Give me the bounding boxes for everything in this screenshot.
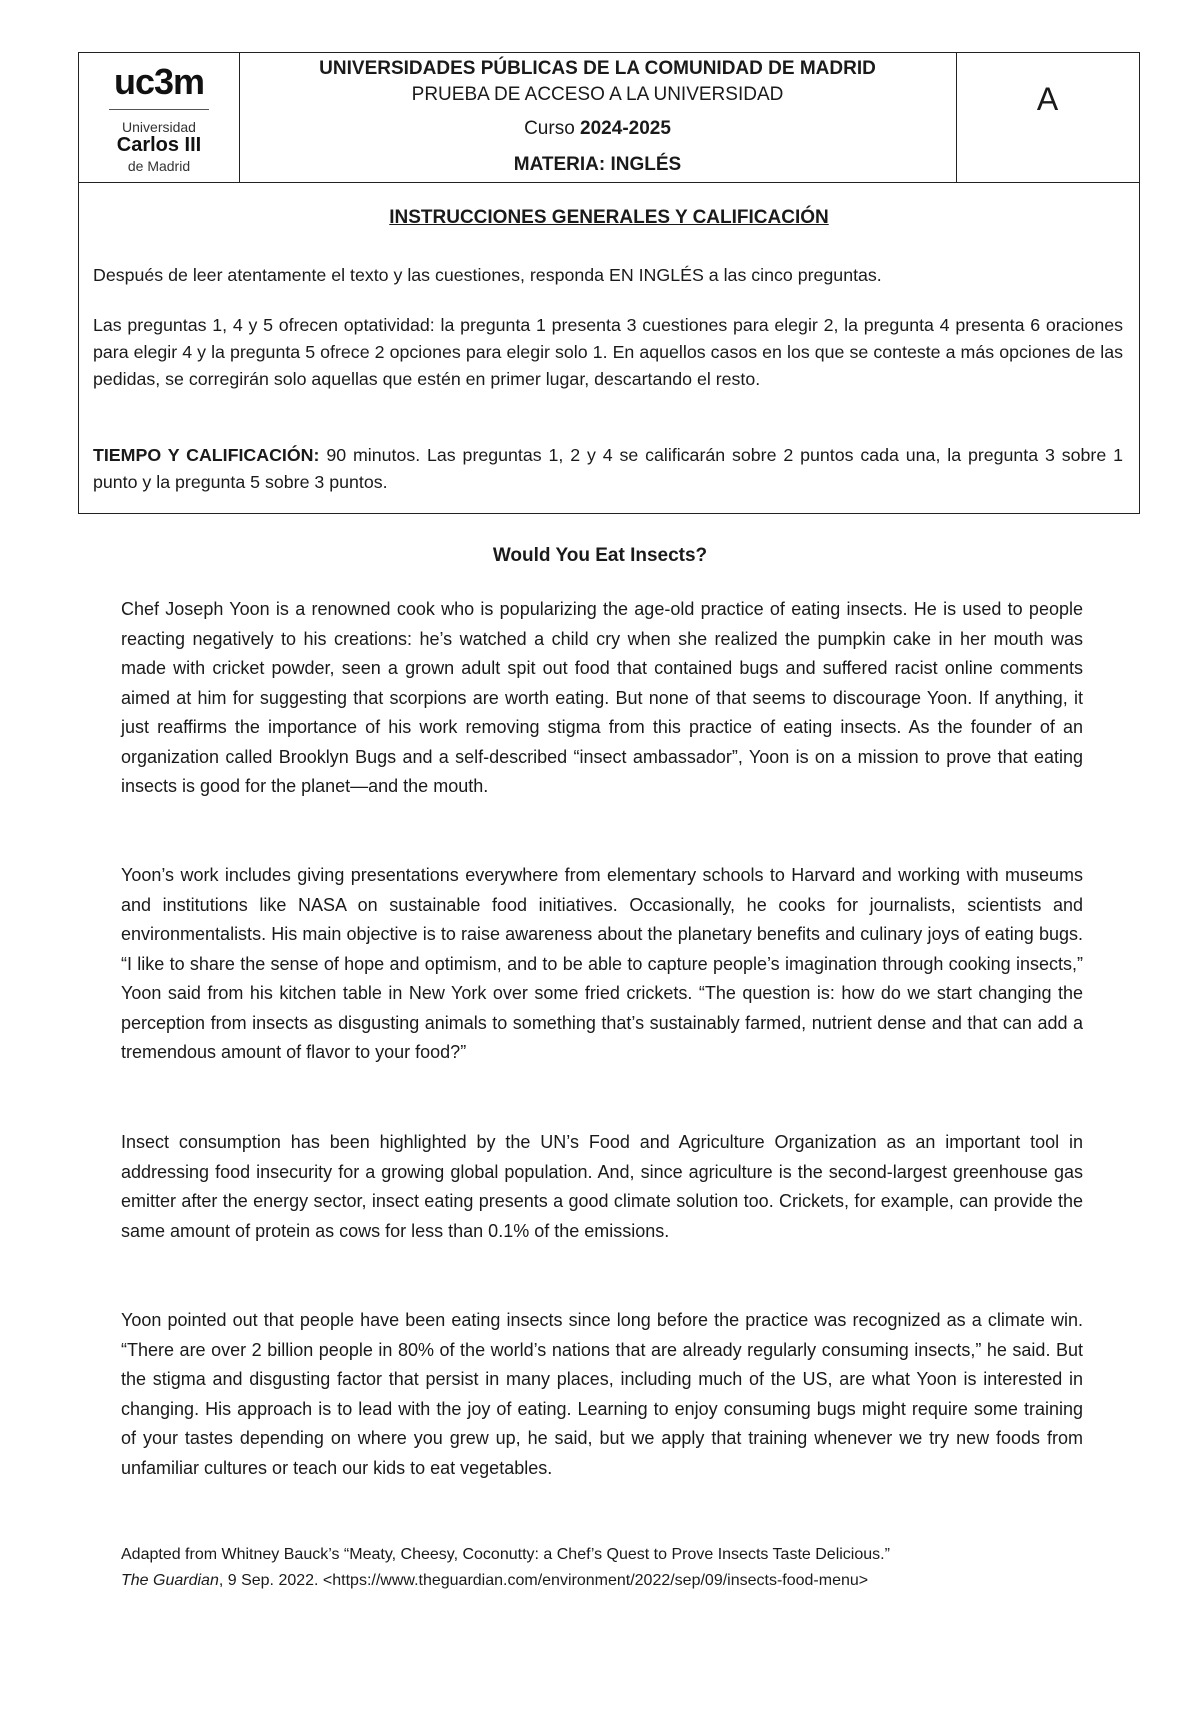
article-paragraph-2: Yoon’s work includes giving presentations everywhere from elementary schools to Harvard and working with museums and institutions like NASA on sustainable food initiatives. Occasionally, he cooks for journalists, scientists and environmentalists. His main objective is to raise awareness about the planetary benefits and culinary joys of eating bugs. “I like to share the sense of hope and optimism, and to be able to capture people’s imagination through cooking insects,” Yoon said from his kitchen table in New York over some fried crickets. “The question is: how do we start changing the perception from insects as disgusting animals to something that’s sustainably farmed, nutrient dense and that can add a tremendous amount of flavor to your food?” bbox=[121, 865, 1083, 1062]
time-grading-label: TIEMPO Y CALIFICACIÓN: bbox=[93, 445, 320, 465]
article-title: Would You Eat Insects? bbox=[492, 545, 708, 566]
title-line1: UNIVERSIDADES PÚBLICAS DE LA COMUNIDAD DE MADRID bbox=[319, 58, 876, 79]
article-paragraph-3: Insect consumption has been highlighted by the UN’s Food and Agriculture Organization as an important tool in addressing food insecurity for a growing global population. And, since agriculture is the second-largest greenhouse gas emitter after the energy sector, insect eating presents a good climate solution too. Crickets, for example, can provide the same amount of protein as cows for less than 0.1% of the emissions. bbox=[121, 1132, 1083, 1241]
course-year: 2024-2025 bbox=[580, 118, 671, 139]
exam-title-block bbox=[239, 53, 957, 182]
course-label: Curso bbox=[524, 118, 575, 139]
exam-variant-cell bbox=[956, 53, 1139, 182]
logo-line3: de Madrid bbox=[127, 158, 191, 174]
logo-line2: Carlos III bbox=[116, 134, 202, 156]
title-line2: PRUEBA DE ACCESO A LA UNIVERSIDAD bbox=[411, 84, 784, 105]
logo-line1: Universidad bbox=[122, 119, 196, 135]
logo-mark: uc3m bbox=[113, 61, 205, 102]
exam-header-box bbox=[78, 52, 1140, 514]
logo-divider bbox=[109, 109, 209, 110]
source-details: , 9 Sep. 2022. <https://www.theguardian.com/environment/2022/sep/09/insects-food-menu> bbox=[218, 1572, 869, 1589]
time-grading-text: 90 minutos. Las preguntas 1, 2 y 4 se calificarán sobre 2 puntos cada una, la pregunta 3 sobre 1 punto y la pregunta 5 sobre 3 puntos. bbox=[93, 445, 1123, 492]
source-publication: The Guardian bbox=[121, 1572, 219, 1589]
source-citation bbox=[121, 1542, 1121, 1594]
article-paragraph-4: Yoon pointed out that people have been eating insects since long before the practice was recognized as a climate win. “There are over 2 billion people in 80% of the world’s nations that are already regularly consuming insects,” he said. But the stigma and disgusting factor that persist in many places, including much of the US, are what Yoon is interested in changing. His approach is to lead with the joy of eating. Learning to enjoy consuming bugs might require some training of your tastes depending on where you grew up, he said, but we apply that training whenever we try new foods from unfamiliar cultures or teach our kids to eat vegetables. bbox=[121, 1310, 1083, 1478]
exam-variant: A bbox=[1036, 81, 1059, 117]
instructions-paragraph-2: Las preguntas 1, 4 y 5 ofrecen optatividad: la pregunta 1 presenta 3 cuestiones para elegir 2, la pregunta 4 presenta 6 oraciones para elegir 4 y la pregunta 5 ofrece 2 opciones para elegir solo 1. En aquellos casos en los que se conteste a más opciones de las pedidas, se corregirán solo aquellas que estén en primer lugar, descartando el resto. bbox=[93, 315, 1123, 389]
source-line1: Adapted from Whitney Bauck’s “Meaty, Cheesy, Coconutty: a Chef’s Quest to Prove Insects Taste Delicious.” bbox=[121, 1546, 890, 1563]
article-paragraph-1: Chef Joseph Yoon is a renowned cook who is popularizing the age-old practice of eating insects. He is used to people reacting negatively to his creations: he’s watched a child cry when she realized the pumpkin cake in her mouth was made with cricket powder, seen a grown adult spit out food that contained bugs and suffered racist online comments aimed at him for suggesting that scorpions are worth eating. But none of that seems to discourage Yoon. If anything, it just reaffirms the importance of his work removing stigma from this practice of eating insects. As the founder of an organization called Brooklyn Bugs and a self-described “insect ambassador”, Yoon is on a mission to prove that eating insects is good for the planet—and the mouth. bbox=[121, 599, 1083, 796]
course-line bbox=[239, 118, 956, 140]
header-row bbox=[79, 53, 1139, 183]
instructions-heading: INSTRUCCIONES GENERALES Y CALIFICACIÓN bbox=[389, 207, 829, 228]
university-logo bbox=[79, 53, 240, 182]
source-line2 bbox=[121, 1568, 1121, 1594]
instructions-paragraph-3 bbox=[93, 442, 1123, 496]
instructions-paragraph-1: Después de leer atentamente el texto y las cuestiones, responda EN INGLÉS a las cinco preguntas. bbox=[93, 265, 882, 285]
subject-line: MATERIA: INGLÉS bbox=[513, 154, 682, 175]
